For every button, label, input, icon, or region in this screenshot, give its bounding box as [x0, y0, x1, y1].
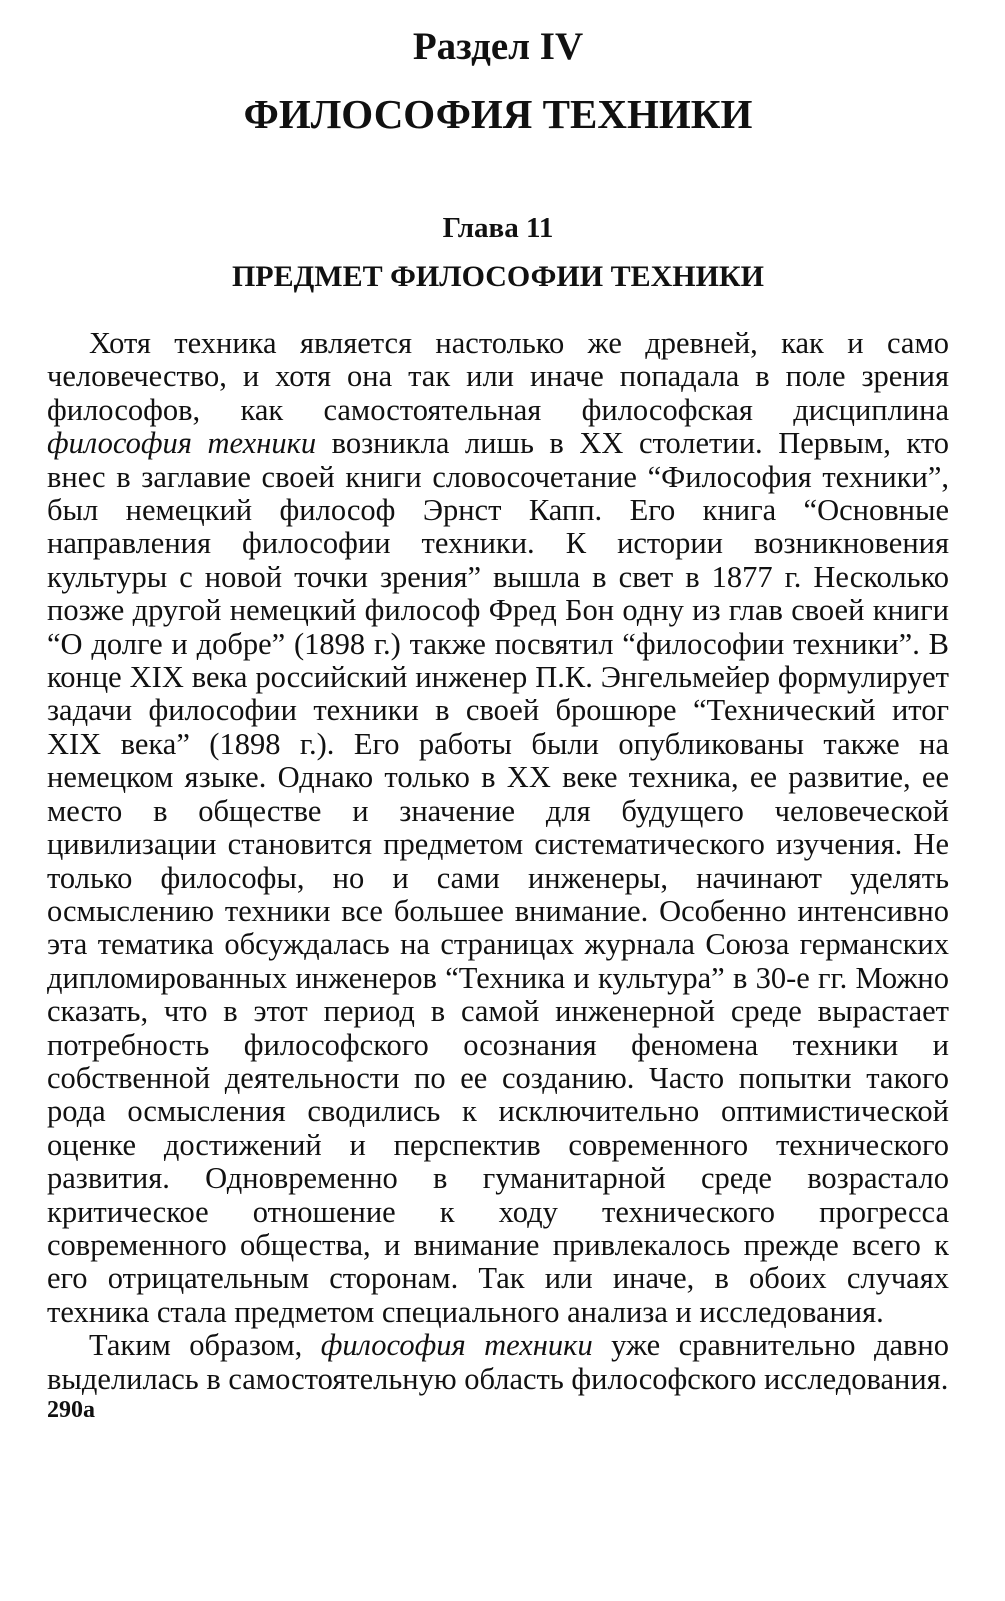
section-title: ФИЛОСОФИЯ ТЕХНИКИ — [243, 91, 753, 137]
paragraph-1-text-end: возникла лишь в XX столетии. Первым, кто внес в заглавие своей книги словосочетание “Философия техники”, был немецкий философ Эрнст Капп. Его книга “Основные направления философии техники. К истории возникновения культуры с новой точки зрения” вышла в свет в 1877 г. Несколько позже другой немецкий философ Фред Бон одну из глав своей книги “О долге и добре” (1898 г.) также посвятил “философии техники”. В конце XIX века российский инженер П.К. Энгельмейер формулирует задачи философии техники в своей брошюре “Технический итог XIX века” (1898 г.). Его работы были опубликованы также на немецком языке. Однако только в XX веке техника, ее развитие, ее место в обществе и значение для будущего человеческой цивилизации становится предметом систематического изучения. Не только философы, но и сами инженеры, начинают уделять осмыслению техники все большее внимание. Особенно интенсивно эта тематика обсуждалась на страницах журнала Союза германских дипломированных инженеров “Техника и культура” в 30-е гг. Можно сказать, что в этот период в самой инженерной среде вырастает потребность философского осознания феномена техники и собственной деятельности по ее созданию. Часто попытки такого рода осмысления сводились к исключительно оптимистической оценке достижений и перспектив современного технического развития. Одновременно в гуманитарной среде возрастало критическое отношение к ходу технического прогресса современного общества, и внимание привлекалось прежде всего к его отрицательным сторонам. Так или иначе, в обоих случаях техника стала предметом специального анализа и исследования. — [47, 426, 949, 1329]
page-number: 290a — [47, 1397, 95, 1423]
paragraph-2-emphasis: философия техники — [320, 1328, 593, 1363]
paragraph-2-text-end: уже сравнительно давно выделилась в самостоятельную область философского исследования. — [47, 1328, 950, 1396]
paragraph-1-text-start: Хотя техника является настолько же древней, как и само человечество, и хотя она так или иначе попадала в поле зрения философов, как самостоятельная философская дисциплина — [47, 326, 949, 427]
paragraph-2 — [47, 1329, 949, 1396]
chapter-body — [47, 327, 949, 1396]
chapter-label: Глава 11 — [442, 212, 554, 244]
chapter-title: ПРЕДМЕТ ФИЛОСОФИИ ТЕХНИКИ — [231, 260, 765, 293]
section-label: Раздел IV — [412, 25, 584, 68]
paragraph-1-emphasis: философия техники — [47, 426, 317, 461]
paragraph-2-text-start: Таким образом, — [89, 1328, 321, 1363]
paragraph-1 — [47, 327, 949, 1329]
